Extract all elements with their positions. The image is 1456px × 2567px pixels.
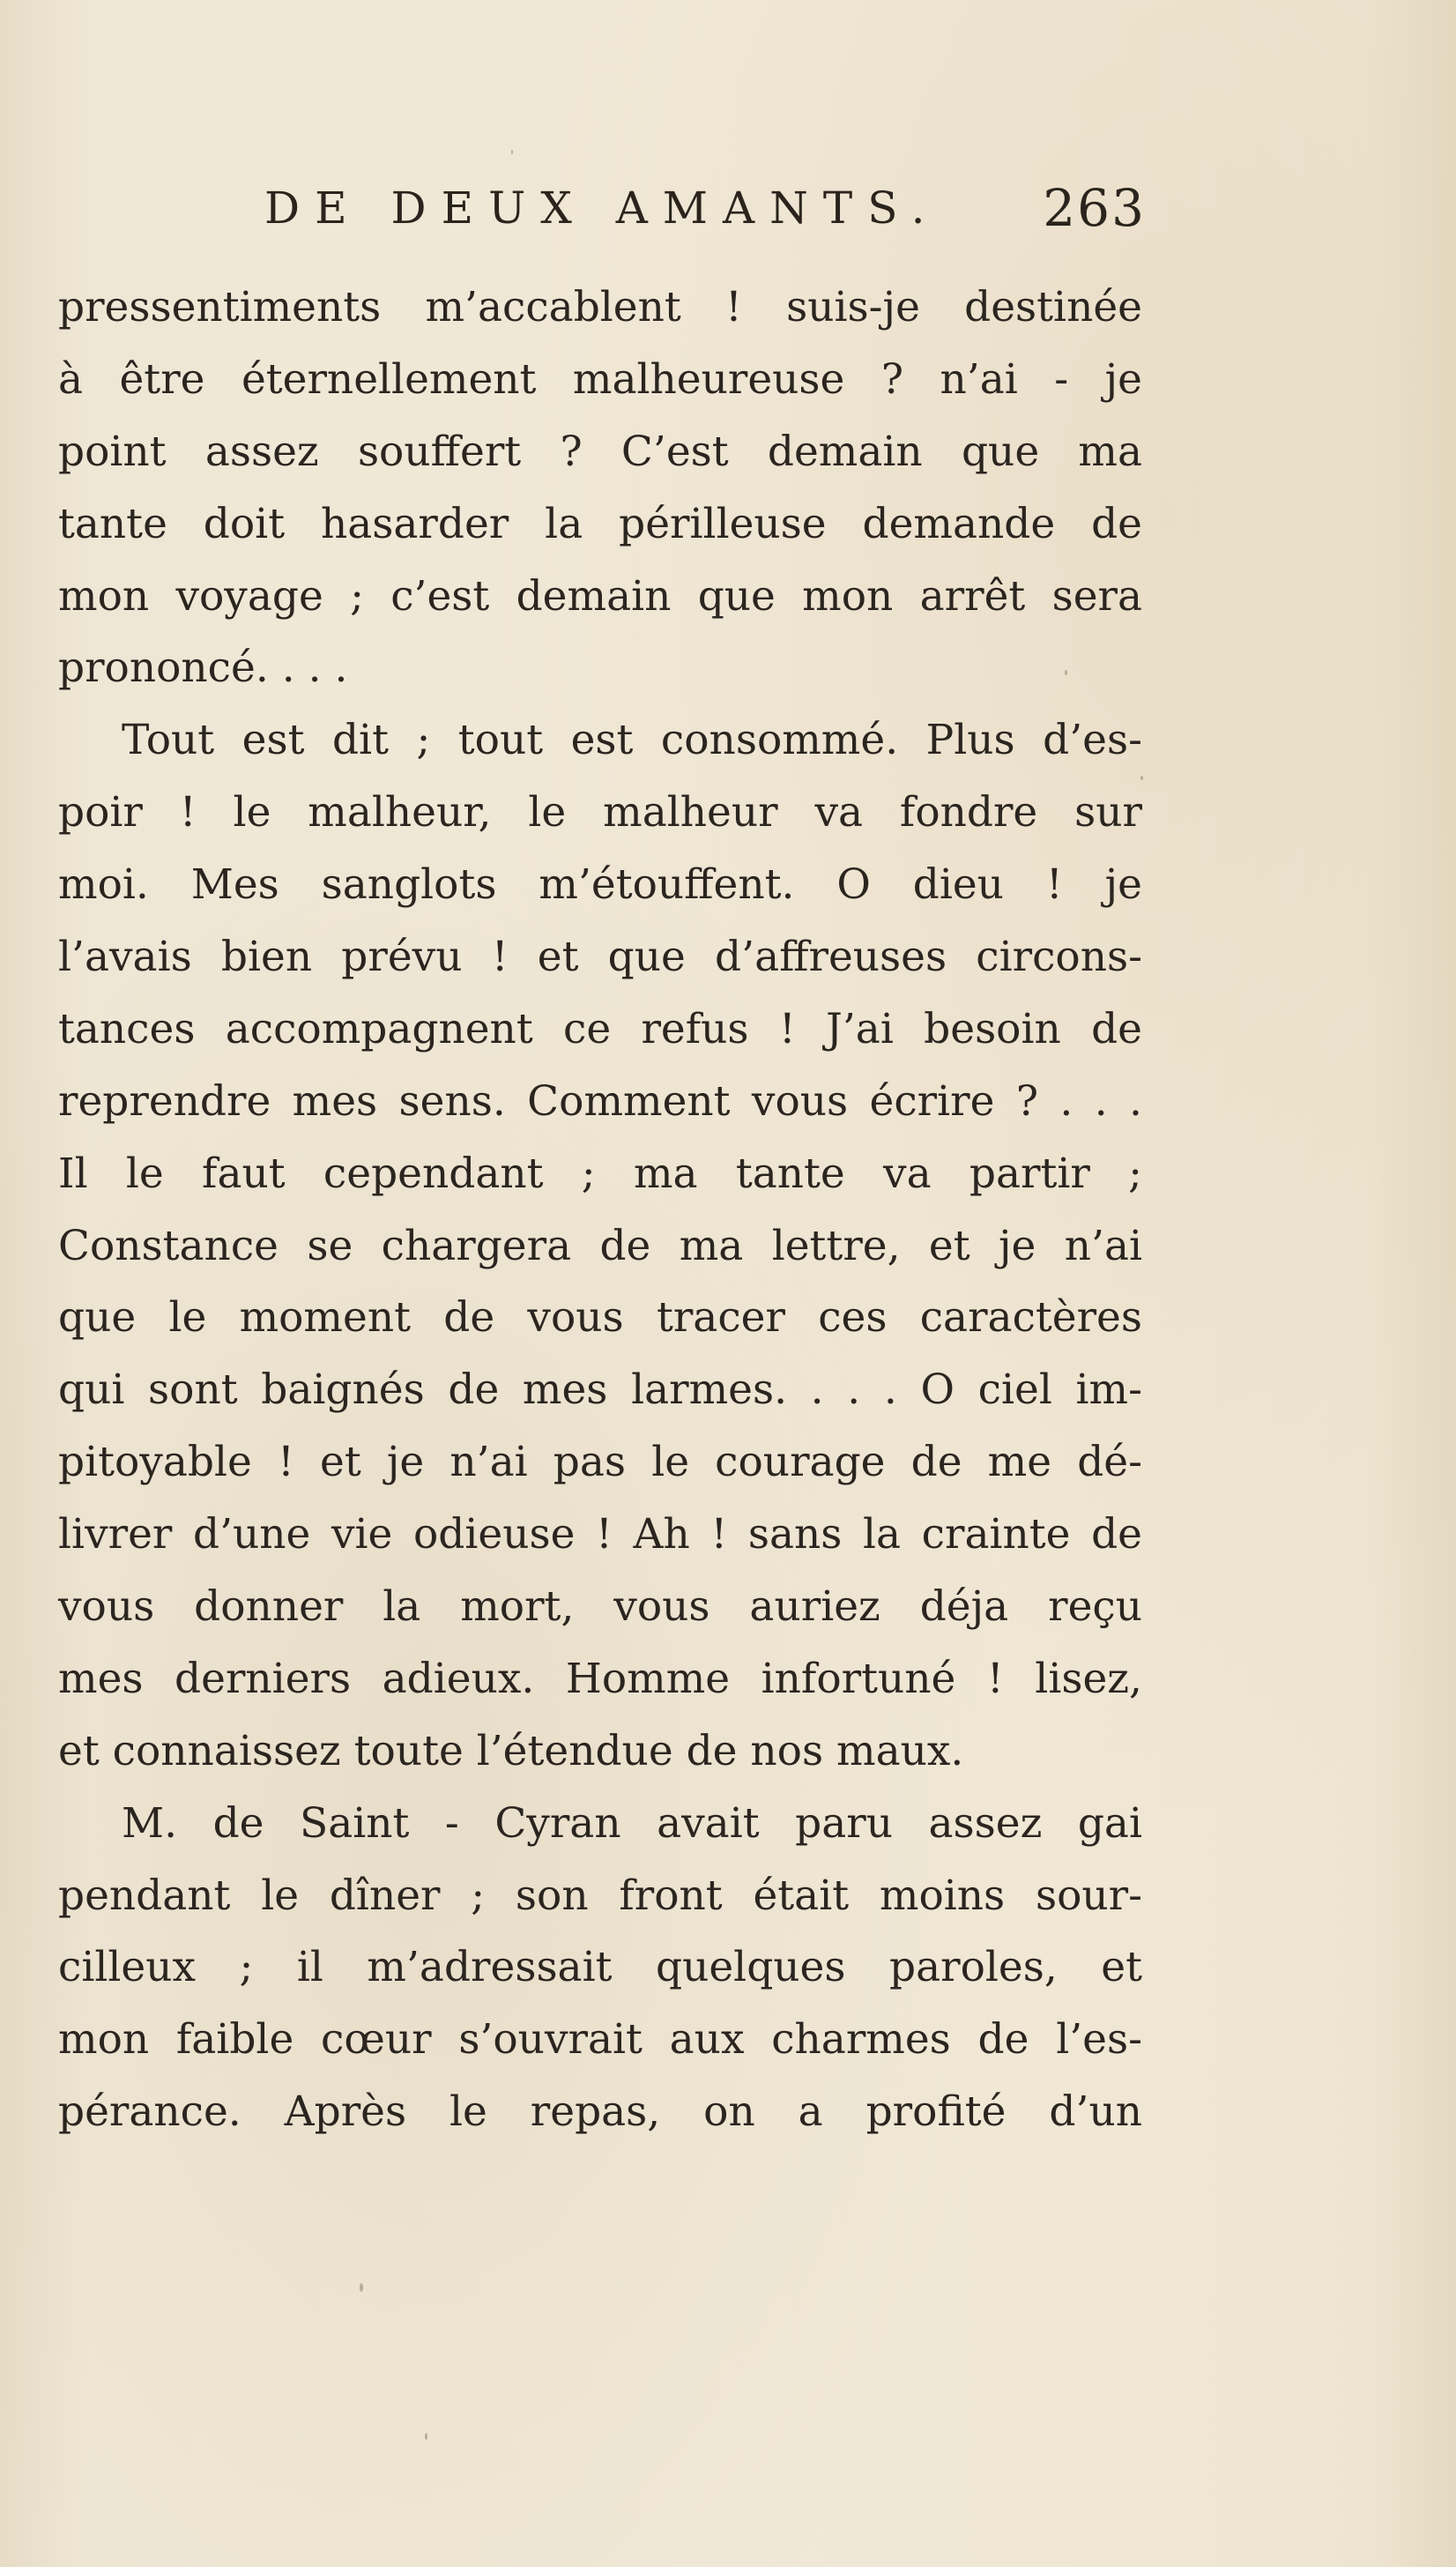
text-line: mon faible cœur s’ouvrait aux charmes de l’es- (58, 2015, 1142, 2065)
text-line: pendant le dîner ; son front était moins sour- (58, 1871, 1142, 1920)
text-line: tante doit hasarder la périlleuse demande de (58, 499, 1142, 548)
text-line: poir ! le malheur, le malheur va fondre sur (58, 788, 1142, 837)
paper-speck (511, 150, 513, 154)
text-line: livrer d’une vie odieuse ! Ah ! sans la crainte de (58, 1510, 1142, 1559)
text-line: mes derniers adieux. Homme infortuné ! lisez, (58, 1654, 1142, 1703)
text-line: que le moment de vous tracer ces caractères (58, 1293, 1142, 1343)
paper-speck (360, 2283, 363, 2292)
text-line: Constance se chargera de ma lettre, et je n’ai (58, 1221, 1142, 1270)
text-line: cilleux ; il m’adressait quelques paroles, et (58, 1943, 1142, 1992)
text-line: reprendre mes sens. Comment vous écrire ? . . . (58, 1076, 1142, 1126)
text-line: qui sont baignés de mes larmes. . . . O ciel im- (58, 1365, 1142, 1415)
text-line: pressentiments m’accablent ! suis-je destinée (58, 283, 1142, 331)
text-line: pérance. Après le repas, on a profité d’un (58, 2087, 1142, 2137)
text-line: vous donner la mort, vous auriez déja reçu (58, 1582, 1142, 1632)
page-number: 263 (1043, 178, 1146, 238)
text-line: l’avais bien prévu ! et que d’affreuses circons- (58, 933, 1142, 982)
running-head (264, 173, 1146, 243)
text-line: pitoyable ! et je n’ai pas le courage de me dé- (58, 1438, 1142, 1487)
text-line: Il le faut cependant ; ma tante va partir ; (58, 1149, 1142, 1198)
body-text (58, 272, 1142, 2148)
paper-speck (1140, 776, 1143, 780)
text-line: point assez souffert ? C’est demain que ma (58, 427, 1142, 476)
text-line: prononcé. . . . (58, 644, 348, 693)
paper-speck (425, 2433, 427, 2440)
text-line: et connaissez toute l’étendue de nos maux. (58, 1726, 964, 1775)
text-line: M. de Saint - Cyran avait paru assez gai (122, 1798, 1142, 1848)
text-line: mon voyage ; c’est demain que mon arrêt sera (58, 571, 1142, 621)
text-line: tances accompagnent ce refus ! J’ai besoin de (58, 1004, 1142, 1053)
running-title: DE DEUX AMANTS. (264, 182, 940, 234)
text-line: Tout est dit ; tout est consommé. Plus d’es- (122, 716, 1142, 765)
text-line: moi. Mes sanglots m’étouffent. O dieu ! je (58, 860, 1142, 910)
text-line: à être éternellement malheureuse ? n’ai - je (58, 354, 1142, 404)
paper-speck (1065, 670, 1067, 675)
